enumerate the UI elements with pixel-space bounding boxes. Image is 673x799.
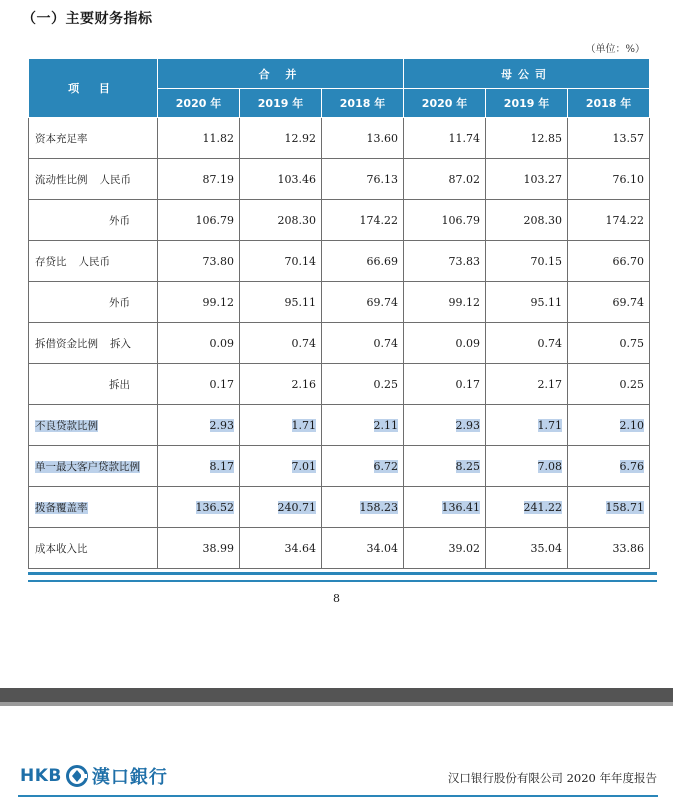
value-cell: [404, 446, 486, 487]
page-number: 8: [333, 592, 340, 605]
row-label: [29, 282, 158, 323]
row-label-text: 拆借资金比例: [35, 337, 98, 350]
value-text: 0.74: [537, 336, 563, 350]
value-text: 6.76: [619, 459, 645, 473]
value-text: 241.22: [523, 500, 563, 514]
value-text: 33.86: [612, 541, 645, 555]
value-text: 95.11: [284, 295, 316, 309]
value-cell: [240, 118, 322, 159]
value-text: 1.71: [291, 418, 316, 432]
value-cell: [568, 323, 650, 364]
value-cell: [568, 364, 650, 405]
value-cell: [240, 446, 322, 487]
row-label: [29, 446, 158, 487]
logo-text: HKB: [20, 766, 62, 786]
row-label-text: 拨备覆盖率: [35, 501, 88, 514]
value-text: 208.30: [277, 213, 316, 227]
footer-rule: [18, 795, 658, 797]
page-separator: [0, 688, 673, 702]
logo-chinese-name: 漢口銀行: [91, 767, 168, 788]
value-cell: [568, 282, 650, 323]
table-row: [29, 118, 650, 159]
value-text: 2.93: [209, 418, 234, 432]
value-text: 8.17: [209, 459, 234, 473]
row-label: [29, 364, 158, 405]
value-text: 0.17: [209, 377, 234, 391]
value-text: 1.71: [537, 418, 563, 432]
value-text: 13.57: [612, 131, 645, 145]
value-cell: [486, 323, 568, 364]
row-label-text: 单一最大客户贷款比例: [35, 460, 140, 473]
value-text: 240.71: [277, 500, 316, 514]
row-label: [29, 528, 158, 569]
value-cell: [322, 282, 404, 323]
value-text: 106.79: [441, 213, 481, 227]
value-cell: [568, 405, 650, 446]
value-text: 8.25: [455, 459, 481, 473]
value-text: 76.10: [612, 172, 645, 186]
value-cell: [404, 241, 486, 282]
value-text: 11.82: [202, 131, 234, 145]
value-cell: [486, 200, 568, 241]
table-row: [29, 528, 650, 569]
row-label: [29, 200, 158, 241]
value-cell: [568, 159, 650, 200]
value-cell: [322, 364, 404, 405]
table-row: [29, 405, 650, 446]
value-cell: [158, 200, 240, 241]
value-text: 73.80: [202, 254, 234, 268]
value-text: 6.72: [373, 459, 399, 473]
table-header-row: [29, 59, 650, 89]
value-cell: [158, 118, 240, 159]
value-text: 0.17: [455, 377, 481, 391]
value-text: 66.70: [612, 254, 645, 268]
value-cell: [486, 528, 568, 569]
row-label: [29, 241, 158, 282]
value-cell: [404, 118, 486, 159]
value-text: 2.11: [373, 418, 399, 432]
value-text: 39.02: [448, 541, 481, 555]
value-cell: [568, 118, 650, 159]
value-cell: [568, 487, 650, 528]
row-sublabel: 人民币: [78, 255, 110, 268]
value-cell: [486, 364, 568, 405]
row-label: [29, 405, 158, 446]
value-text: 136.52: [195, 500, 234, 514]
row-label: [29, 487, 158, 528]
value-text: 95.11: [530, 295, 563, 309]
value-text: 0.09: [455, 336, 481, 350]
value-text: 66.69: [366, 254, 399, 268]
table-row: [29, 487, 650, 528]
row-sublabel: 人民币: [99, 173, 131, 186]
logo-mark-icon: [66, 765, 88, 787]
value-cell: [322, 159, 404, 200]
value-text: 34.04: [366, 541, 399, 555]
row-label-text: 不良贷款比例: [35, 419, 98, 432]
row-label-text: 资本充足率: [35, 132, 88, 145]
value-cell: [322, 118, 404, 159]
financial-indicators-table: [28, 58, 650, 569]
value-cell: [322, 241, 404, 282]
row-label: [29, 118, 158, 159]
year-header: 2019 年: [240, 89, 322, 118]
table-row: [29, 323, 650, 364]
value-cell: [568, 241, 650, 282]
table-bottom-rule: [28, 572, 657, 575]
consolidated-header: 合 并: [158, 59, 404, 89]
value-cell: [158, 323, 240, 364]
value-cell: [486, 241, 568, 282]
value-cell: [240, 323, 322, 364]
value-cell: [486, 282, 568, 323]
value-text: 0.09: [209, 336, 234, 350]
unit-note: （单位：%）: [585, 44, 645, 55]
value-cell: [322, 405, 404, 446]
value-text: 38.99: [202, 541, 234, 555]
value-text: 2.10: [619, 418, 645, 432]
value-text: 2.16: [291, 377, 316, 391]
value-text: 0.74: [291, 336, 316, 350]
year-header: 2020 年: [158, 89, 240, 118]
value-cell: [486, 118, 568, 159]
value-text: 0.25: [373, 377, 399, 391]
row-label-text: 流动性比例: [35, 173, 88, 186]
value-text: 11.74: [448, 131, 481, 145]
value-cell: [240, 364, 322, 405]
value-cell: [404, 159, 486, 200]
value-text: 34.64: [284, 541, 316, 555]
page-separator-shadow: [0, 702, 673, 706]
value-cell: [486, 446, 568, 487]
section-title: （一）主要财务指标: [22, 11, 153, 27]
value-text: 0.25: [619, 377, 645, 391]
value-text: 13.60: [366, 131, 399, 145]
value-text: 158.71: [605, 500, 645, 514]
table-row: [29, 241, 650, 282]
value-cell: [404, 528, 486, 569]
value-cell: [404, 200, 486, 241]
value-cell: [404, 282, 486, 323]
value-cell: [240, 528, 322, 569]
item-header: 项 目: [29, 59, 158, 118]
value-cell: [404, 323, 486, 364]
value-cell: [322, 446, 404, 487]
value-text: 103.46: [277, 172, 316, 186]
year-header: 2018 年: [568, 89, 650, 118]
value-cell: [158, 446, 240, 487]
value-cell: [568, 528, 650, 569]
table-row: [29, 364, 650, 405]
value-cell: [404, 487, 486, 528]
value-text: 70.15: [530, 254, 563, 268]
value-text: 2.17: [537, 377, 563, 391]
value-text: 0.75: [619, 336, 645, 350]
row-sublabel: 拆入: [110, 337, 131, 350]
value-cell: [240, 159, 322, 200]
table-row: [29, 282, 650, 323]
value-cell: [322, 323, 404, 364]
value-text: 69.74: [366, 295, 399, 309]
value-cell: [158, 159, 240, 200]
value-cell: [240, 200, 322, 241]
value-cell: [158, 405, 240, 446]
value-text: 158.23: [359, 500, 399, 514]
value-cell: [568, 200, 650, 241]
value-text: 2.93: [455, 418, 481, 432]
value-text: 69.74: [612, 295, 645, 309]
report-title: 汉口银行股份有限公司 2020 年年度报告: [447, 771, 657, 785]
value-cell: [486, 487, 568, 528]
value-cell: [404, 364, 486, 405]
value-text: 208.30: [523, 213, 563, 227]
value-cell: [486, 405, 568, 446]
table-row: [29, 159, 650, 200]
parent-company-header: 母公司: [404, 59, 650, 89]
row-sublabel: 外币: [109, 296, 130, 309]
value-text: 99.12: [448, 295, 481, 309]
value-cell: [158, 282, 240, 323]
table-row: [29, 200, 650, 241]
value-text: 174.22: [605, 213, 645, 227]
value-text: 70.14: [284, 254, 316, 268]
row-label: [29, 159, 158, 200]
value-text: 7.01: [291, 459, 316, 473]
value-cell: [486, 159, 568, 200]
value-text: 35.04: [530, 541, 563, 555]
row-sublabel: 外币: [109, 214, 130, 227]
table-row: [29, 446, 650, 487]
table-bottom-rule-thin: [28, 580, 657, 582]
value-text: 0.74: [373, 336, 399, 350]
value-cell: [158, 241, 240, 282]
value-cell: [322, 200, 404, 241]
value-text: 12.92: [284, 131, 316, 145]
value-text: 174.22: [359, 213, 399, 227]
value-cell: [158, 487, 240, 528]
value-text: 87.19: [202, 172, 234, 186]
value-text: 73.83: [448, 254, 481, 268]
row-label: [29, 323, 158, 364]
value-cell: [240, 487, 322, 528]
bank-logo: [20, 764, 168, 788]
value-cell: [568, 446, 650, 487]
value-cell: [240, 405, 322, 446]
row-label-text: 成本收入比: [35, 542, 88, 555]
value-cell: [240, 241, 322, 282]
row-sublabel: 拆出: [109, 378, 130, 391]
year-header: 2020 年: [404, 89, 486, 118]
row-label-text: 存贷比: [35, 255, 67, 268]
value-cell: [240, 282, 322, 323]
value-text: 76.13: [366, 172, 399, 186]
value-cell: [158, 364, 240, 405]
value-cell: [404, 405, 486, 446]
year-header: 2018 年: [322, 89, 404, 118]
value-text: 103.27: [523, 172, 563, 186]
value-cell: [322, 528, 404, 569]
value-text: 106.79: [195, 213, 234, 227]
value-text: 87.02: [448, 172, 481, 186]
value-text: 7.08: [537, 459, 563, 473]
value-cell: [158, 528, 240, 569]
year-header: 2019 年: [486, 89, 568, 118]
value-text: 136.41: [441, 500, 481, 514]
value-text: 12.85: [530, 131, 563, 145]
value-cell: [322, 487, 404, 528]
value-text: 99.12: [202, 295, 234, 309]
